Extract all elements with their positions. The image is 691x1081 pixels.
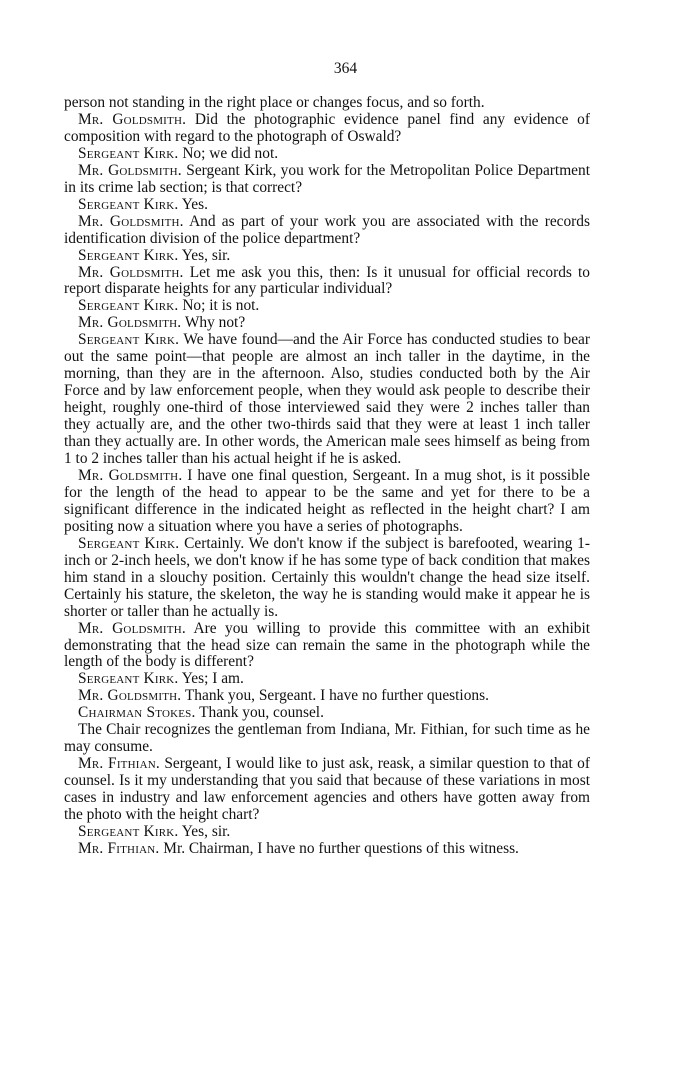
paragraph bbox=[64, 824, 590, 841]
speaker-name: Mr. Goldsmith. bbox=[78, 466, 183, 484]
paragraph-text: Yes, sir. bbox=[181, 246, 231, 264]
paragraph-text: Certainly. We don't know if the subject is barefooted, wearing 1-inch or 2-inch heels, we don't know if he has some type of back condition that makes him stand in a slouchy position. Certainly this wouldn't change the head size itself. Certainly his stature, the skeleton, the way he is standing would make it appear he is shorter or taller than he actually is. bbox=[64, 534, 590, 620]
paragraph bbox=[64, 688, 590, 705]
paragraph-text: No; we did not. bbox=[182, 144, 279, 162]
paragraph bbox=[64, 621, 590, 672]
speaker-name: Chairman Stokes. bbox=[78, 704, 196, 722]
paragraph bbox=[64, 265, 590, 299]
speaker-name: Sergeant Kirk. bbox=[78, 670, 179, 688]
paragraph bbox=[64, 756, 590, 824]
paragraph-text: Thank you, counsel. bbox=[199, 704, 324, 722]
speaker-name: Sergeant Kirk. bbox=[78, 331, 180, 349]
paragraph bbox=[64, 163, 590, 197]
speaker-name: Sergeant Kirk. bbox=[78, 195, 179, 213]
paragraph bbox=[64, 841, 590, 858]
speaker-name: Mr. Goldsmith. bbox=[78, 619, 186, 637]
paragraph bbox=[64, 315, 590, 332]
paragraph-text: Thank you, Sergeant. I have no further questions. bbox=[184, 687, 489, 705]
paragraph-text: No; it is not. bbox=[182, 297, 260, 315]
speaker-name: Mr. Goldsmith. bbox=[78, 687, 182, 705]
paragraph bbox=[64, 197, 590, 214]
paragraph-text: Are you willing to provide this committee with an exhibit demonstrating that the head size can remain the same in the photograph while the length of the body is different? bbox=[64, 619, 591, 671]
paragraph-text: person not standing in the right place or changes focus, and so forth. bbox=[64, 94, 485, 111]
paragraph-text: Mr. Chairman, I have no further questions of this witness. bbox=[163, 839, 519, 857]
paragraph bbox=[64, 705, 590, 722]
speaker-name: Sergeant Kirk. bbox=[78, 822, 179, 840]
speaker-name: Sergeant Kirk. bbox=[78, 297, 179, 315]
paragraph-text: Yes; I am. bbox=[181, 670, 244, 688]
paragraph bbox=[64, 722, 590, 756]
speaker-name: Mr. Fithian. bbox=[78, 839, 160, 857]
paragraph bbox=[64, 248, 590, 265]
paragraph bbox=[64, 536, 590, 621]
page-number: 364 bbox=[333, 60, 358, 77]
paragraph-text: Sergeant Kirk, you work for the Metropolitan Police Department in its crime lab section; is that correct? bbox=[64, 161, 590, 196]
paragraph bbox=[64, 298, 590, 315]
speaker-name: Mr. Goldsmith. bbox=[78, 314, 182, 332]
speaker-name: Sergeant Kirk. bbox=[78, 534, 180, 552]
paragraph-text: We have found—and the Air Force has conducted studies to bear out the same point—that people are almost an inch taller in the daytime, in the morning, than they are in the afternoon. Also, studies conducted both by the Air Force and by law enforcement people, when they would ask people to describe their height, roughly one-third of those interviewed said they were 2 inches taller than they actually are, and the other two-thirds said that they were at least 1 inch taller than they actually are. In other words, the American male sees himself as being from 1 to 2 inches taller than his actual height if he is asked. bbox=[64, 331, 590, 468]
paragraph-text: Yes. bbox=[181, 195, 208, 213]
paragraph-text: Why not? bbox=[184, 314, 246, 332]
paragraph-text: And as part of your work you are associated with the records identification division of the police department? bbox=[64, 212, 590, 247]
paragraph bbox=[64, 671, 590, 688]
paragraph-text: Sergeant, I would like to just ask, reask, a similar question to that of counsel. Is it my understanding that you said that because of these variations in most cases in industry and law enforcement agencies and others have gotten away from the photo with the height chart? bbox=[64, 755, 590, 824]
paragraph bbox=[64, 112, 590, 146]
paragraph bbox=[64, 95, 590, 112]
speaker-name: Mr. Goldsmith. bbox=[78, 161, 182, 179]
speaker-name: Mr. Goldsmith. bbox=[78, 110, 187, 128]
paragraph bbox=[64, 332, 590, 468]
paragraph-text: Did the photographic evidence panel find any evidence of composition with regard to the photograph of Oswald? bbox=[64, 110, 590, 145]
transcript-body bbox=[64, 95, 590, 858]
speaker-name: Sergeant Kirk. bbox=[78, 246, 179, 264]
speaker-name: Sergeant Kirk. bbox=[78, 144, 179, 162]
speaker-name: Mr. Fithian. bbox=[78, 755, 160, 773]
paragraph-text: Yes, sir. bbox=[181, 822, 231, 840]
paragraph bbox=[64, 214, 590, 248]
paragraph-text: The Chair recognizes the gentleman from Indiana, Mr. Fithian, for such time as he may consume. bbox=[64, 721, 590, 756]
speaker-name: Mr. Goldsmith. bbox=[78, 212, 184, 230]
paragraph-text: I have one final question, Sergeant. In a mug shot, is it possible for the length of the head to appear to be the same and yet for there to be a significant difference in the indicated height as reflected in the height chart? I am positing now a situation where you have a series of photographs. bbox=[64, 466, 590, 535]
paragraph-text: Let me ask you this, then: Is it unusual for official records to report disparate heights for any particular individual? bbox=[64, 263, 591, 298]
paragraph bbox=[64, 468, 590, 536]
speaker-name: Mr. Goldsmith. bbox=[78, 263, 184, 281]
paragraph bbox=[64, 146, 590, 163]
